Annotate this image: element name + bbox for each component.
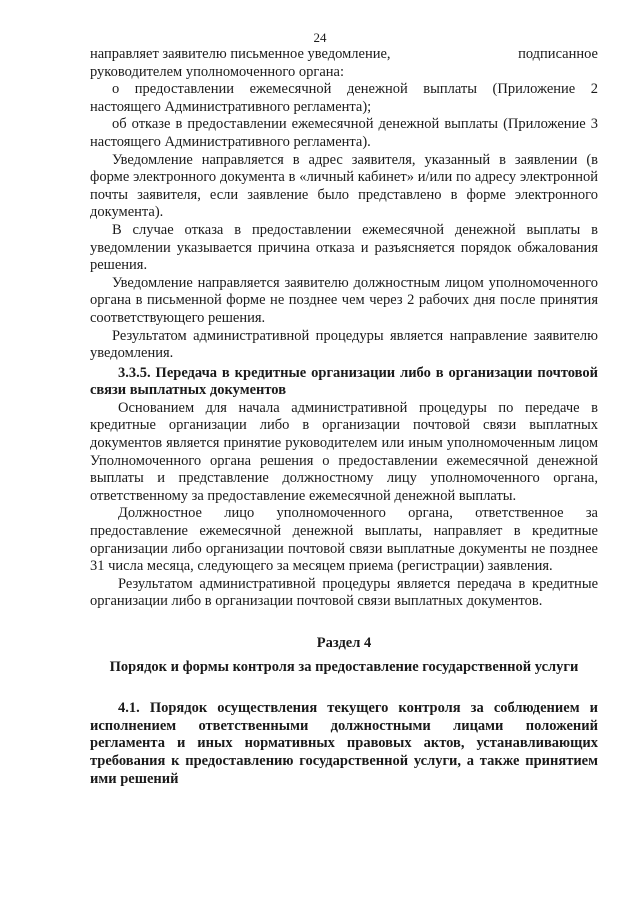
page-body <box>90 46 598 803</box>
paragraph-notice-deadline: Уведомление направляется заявителю должностным лицом уполномоченного органа в письменной форме не позднее чем через 2 рабочих дня после принятия соответствующего решения. <box>90 274 598 326</box>
paragraph-1-line-2: руководителем уполномоченного органа: <box>90 63 344 80</box>
paragraph-1-line-1 <box>90 46 598 64</box>
page-number: 24 <box>313 30 327 45</box>
section-4-subtitle: Порядок и формы контроля за предоставление государственной услуги <box>109 658 579 675</box>
paragraph-refusal-notice: об отказе в предоставлении ежемесячной денежной выплаты (Приложение 3 настоящего Административного регламента). <box>90 116 598 150</box>
paragraph-1-part-2: подписанное <box>518 46 598 62</box>
paragraph-transfer-basis: Основанием для начала административной процедуры по передаче в кредитные организации либо в организации почтовой связи выплатных документов является принятие руководителем или иным уполномоченным лицом Уполномоченного органа решения о предоставлении ежемесячной денежной выплаты и представление должностному лицу уполномоченного органа, ответственному за предоставление ежемесячной денежной выплаты. <box>90 399 598 504</box>
paragraph-notice-delivery: Уведомление направляется в адрес заявителя, указанный в заявлении (в форме электронного документа в «личный кабинет» и/или по адресу электронной почты заявителя, если заявление было представлено в форме электронного документа). <box>90 151 598 221</box>
paragraph-1-part-1: направляет заявителю письменное уведомление, <box>90 46 391 62</box>
paragraph-procedure-result: Результатом административной процедуры является направление заявителю уведомления. <box>90 327 598 362</box>
paragraph-refusal-reason: В случае отказа в предоставлении ежемесячной денежной выплаты в уведомлении указывается причина отказа и разъясняется порядок обжалования решения. <box>90 221 598 274</box>
section-4-title: Раздел 4 <box>316 635 372 651</box>
heading-3-3-5: 3.3.5. Передача в кредитные организации либо в организации почтовой связи выплатных документов <box>90 364 598 399</box>
paragraph-transfer-result: Результатом административной процедуры является передача в кредитные организации либо в организации почтовой связи выплатных документов. <box>90 575 598 610</box>
paragraph-transfer-official: Должностное лицо уполномоченного органа, ответственное за предоставление ежемесячной денежной выплаты, направляет в кредитные организации либо организации почтовой связи выплатные документы не позднее 31 числа месяца, следующего за месяцем приема (регистрации) заявления. <box>90 505 598 575</box>
heading-4-1: 4.1. Порядок осуществления текущего контроля за соблюдением и исполнением ответственными должностными лицами положений регламента и иных нормативных правовых актов, устанавливающих требования к предоставлению государственной услуги, а также принятием ими решений <box>90 700 598 787</box>
paragraph-grant-notice: о предоставлении ежемесячной денежной выплаты (Приложение 2 настоящего Административного регламента); <box>90 81 598 115</box>
